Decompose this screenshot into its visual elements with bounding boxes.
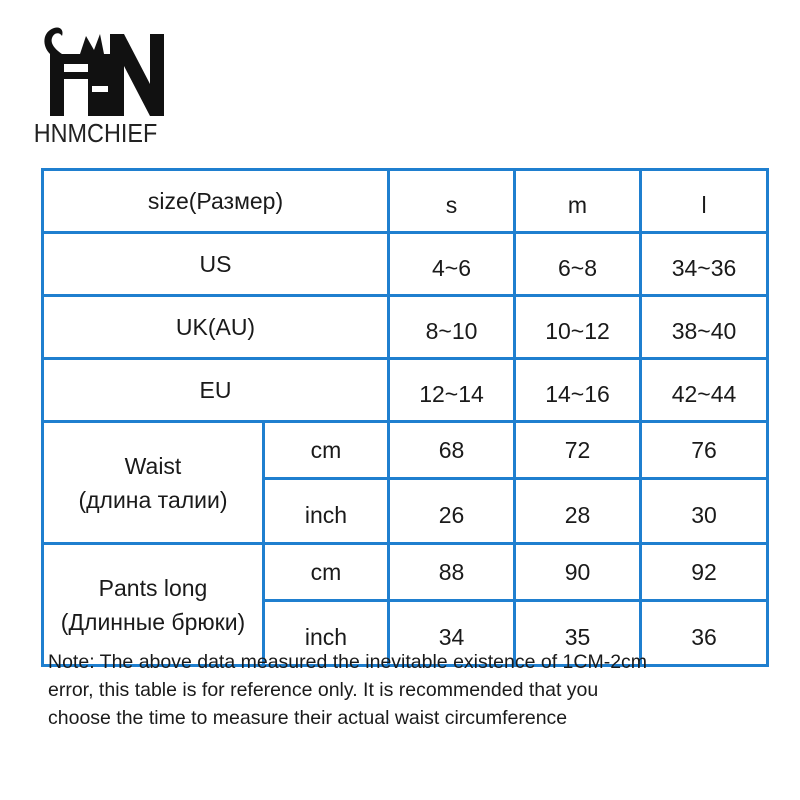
brand-logo — [28, 24, 178, 148]
table-cell: 8~10 — [389, 296, 515, 359]
table-cell: 12~14 — [389, 359, 515, 422]
note-line: Note: The above data measured the inevitable existence of 1CM-2cm — [48, 651, 648, 673]
group-label-line1: Pants long — [98, 574, 208, 601]
table-cell: 38~40 — [641, 296, 768, 359]
table-cell: 76 — [641, 422, 768, 479]
table-row-pants-cm — [43, 544, 768, 601]
table-cell: 4~6 — [389, 233, 515, 296]
unit-label: inch — [264, 479, 389, 544]
table-cell: 34 — [389, 601, 515, 666]
unit-label: cm — [264, 422, 389, 479]
table-cell: 36 — [641, 601, 768, 666]
header-size-m: m — [515, 170, 641, 233]
header-size-label: size(Размер) — [43, 170, 389, 233]
table-cell: 90 — [515, 544, 641, 601]
brand-name: HNMCHIEF — [33, 118, 158, 148]
table-row-uk — [43, 296, 768, 359]
size-chart-table — [41, 168, 769, 667]
table-cell: 88 — [389, 544, 515, 601]
group-label-waist — [43, 422, 264, 544]
group-label-line2: (длина талии) — [78, 486, 228, 513]
row-label-us: US — [43, 233, 389, 296]
table-cell: 10~12 — [515, 296, 641, 359]
note-line: choose the time to measure their actual waist circumference — [48, 707, 568, 729]
table-header-row — [43, 170, 768, 233]
table-cell: 28 — [515, 479, 641, 544]
unit-label: inch — [264, 601, 389, 666]
table-cell: 35 — [515, 601, 641, 666]
table-cell: 6~8 — [515, 233, 641, 296]
group-label-line1: Waist — [124, 452, 182, 479]
disclaimer-note — [48, 648, 788, 732]
header-size-l: l — [641, 170, 768, 233]
table-row-eu — [43, 359, 768, 422]
row-label-uk: UK(AU) — [43, 296, 389, 359]
cat-letters-logo-icon — [40, 24, 166, 116]
table-cell: 14~16 — [515, 359, 641, 422]
table-cell: 26 — [389, 479, 515, 544]
table-row-waist-cm — [43, 422, 768, 479]
group-label-line2: (Длинные брюки) — [60, 608, 246, 635]
table-row-us — [43, 233, 768, 296]
table-cell: 72 — [515, 422, 641, 479]
table-cell: 30 — [641, 479, 768, 544]
table-cell: 92 — [641, 544, 768, 601]
note-line: error, this table is for reference only. It is recommended that you — [48, 679, 599, 701]
unit-label: cm — [264, 544, 389, 601]
table-cell: 42~44 — [641, 359, 768, 422]
table-cell: 68 — [389, 422, 515, 479]
table-cell: 34~36 — [641, 233, 768, 296]
header-size-s: s — [389, 170, 515, 233]
row-label-eu: EU — [43, 359, 389, 422]
